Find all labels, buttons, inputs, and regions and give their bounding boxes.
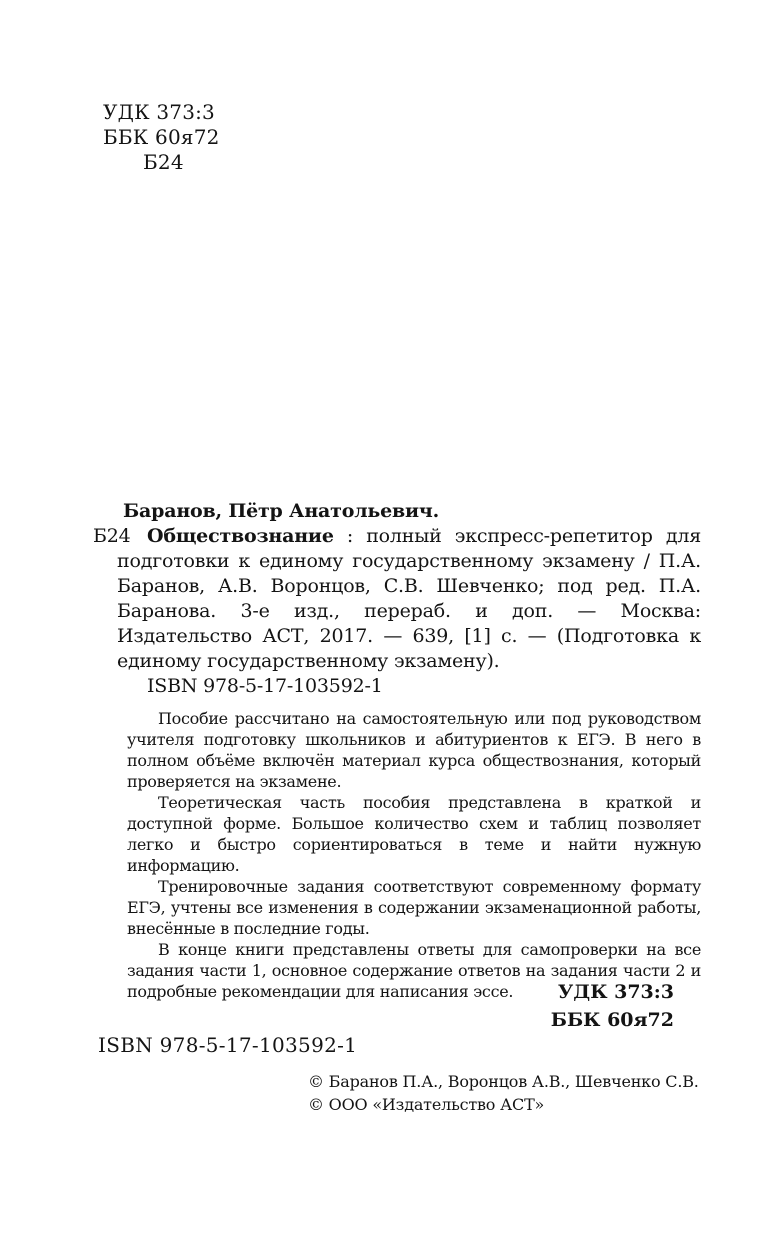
isbn-bottom-line: ISBN 978-5-17-103592-1	[98, 1033, 358, 1057]
catalog-card	[93, 499, 701, 699]
bbk-code: ББК 60я72	[103, 125, 220, 149]
author-sign-code: Б24	[143, 150, 184, 174]
bottom-classification-codes	[95, 978, 674, 1034]
annotation-paragraph: Пособие рассчитано на самостоятельную или под руководством учителя подготовку школьников и абитуриентов к ЕГЭ. В него в полном объёме включён материал курса обществознания, который проверяется на экзамене.	[127, 709, 701, 791]
entry-author-sign: Б24	[93, 525, 131, 547]
catalog-entry	[93, 524, 701, 674]
copyright-authors: © Баранов П.А., Воронцов А.В., Шевченко С.В.	[308, 1072, 699, 1091]
copyright-publisher: © ООО «Издательство АСТ»	[308, 1095, 545, 1114]
bbk-code-bottom: ББК 60я72	[550, 1009, 674, 1031]
book-title: Обществознание	[147, 525, 334, 547]
annotation-paragraph: Тренировочные задания соответствуют современному формату ЕГЭ, учтены все изменения в содержании экзаменационной работы, внесённые в последние годы.	[127, 877, 701, 938]
annotation-block	[127, 708, 701, 1002]
author-heading: Баранов, Пётр Анатольевич.	[123, 500, 439, 522]
copyright-block	[308, 1070, 699, 1116]
description-text: : полный экспресс-репетитор для подготовки к единому государственному экзамену / П.А. Баранов, А.В. Воронцов, С.В. Шевченко; под ред. П.А. Баранова. 3-е изд., перераб. и доп. — Москва: Издательство АСТ, 2017. — 639, [1] с. — (Подготовка к единому государственному экзамену).	[117, 525, 701, 672]
top-classification-codes	[103, 100, 220, 175]
annotation-paragraph: В конце книги представлены ответы для самопроверки на все задания части 1, основное содержание ответов на задания части 2 и подробные рекомендации для написания эссе.	[127, 940, 701, 1001]
isbn-line: ISBN 978-5-17-103592-1	[147, 675, 383, 697]
bibliographic-description	[117, 524, 701, 674]
annotation-paragraph: Теоретическая часть пособия представлена в краткой и доступной форме. Большое количество схем и таблиц позволяет легко и быстро сориентироваться в теме и найти нужную информацию.	[127, 793, 701, 875]
udk-code-bottom: УДК 373:3	[557, 981, 674, 1003]
udk-code: УДК 373:3	[103, 100, 215, 124]
